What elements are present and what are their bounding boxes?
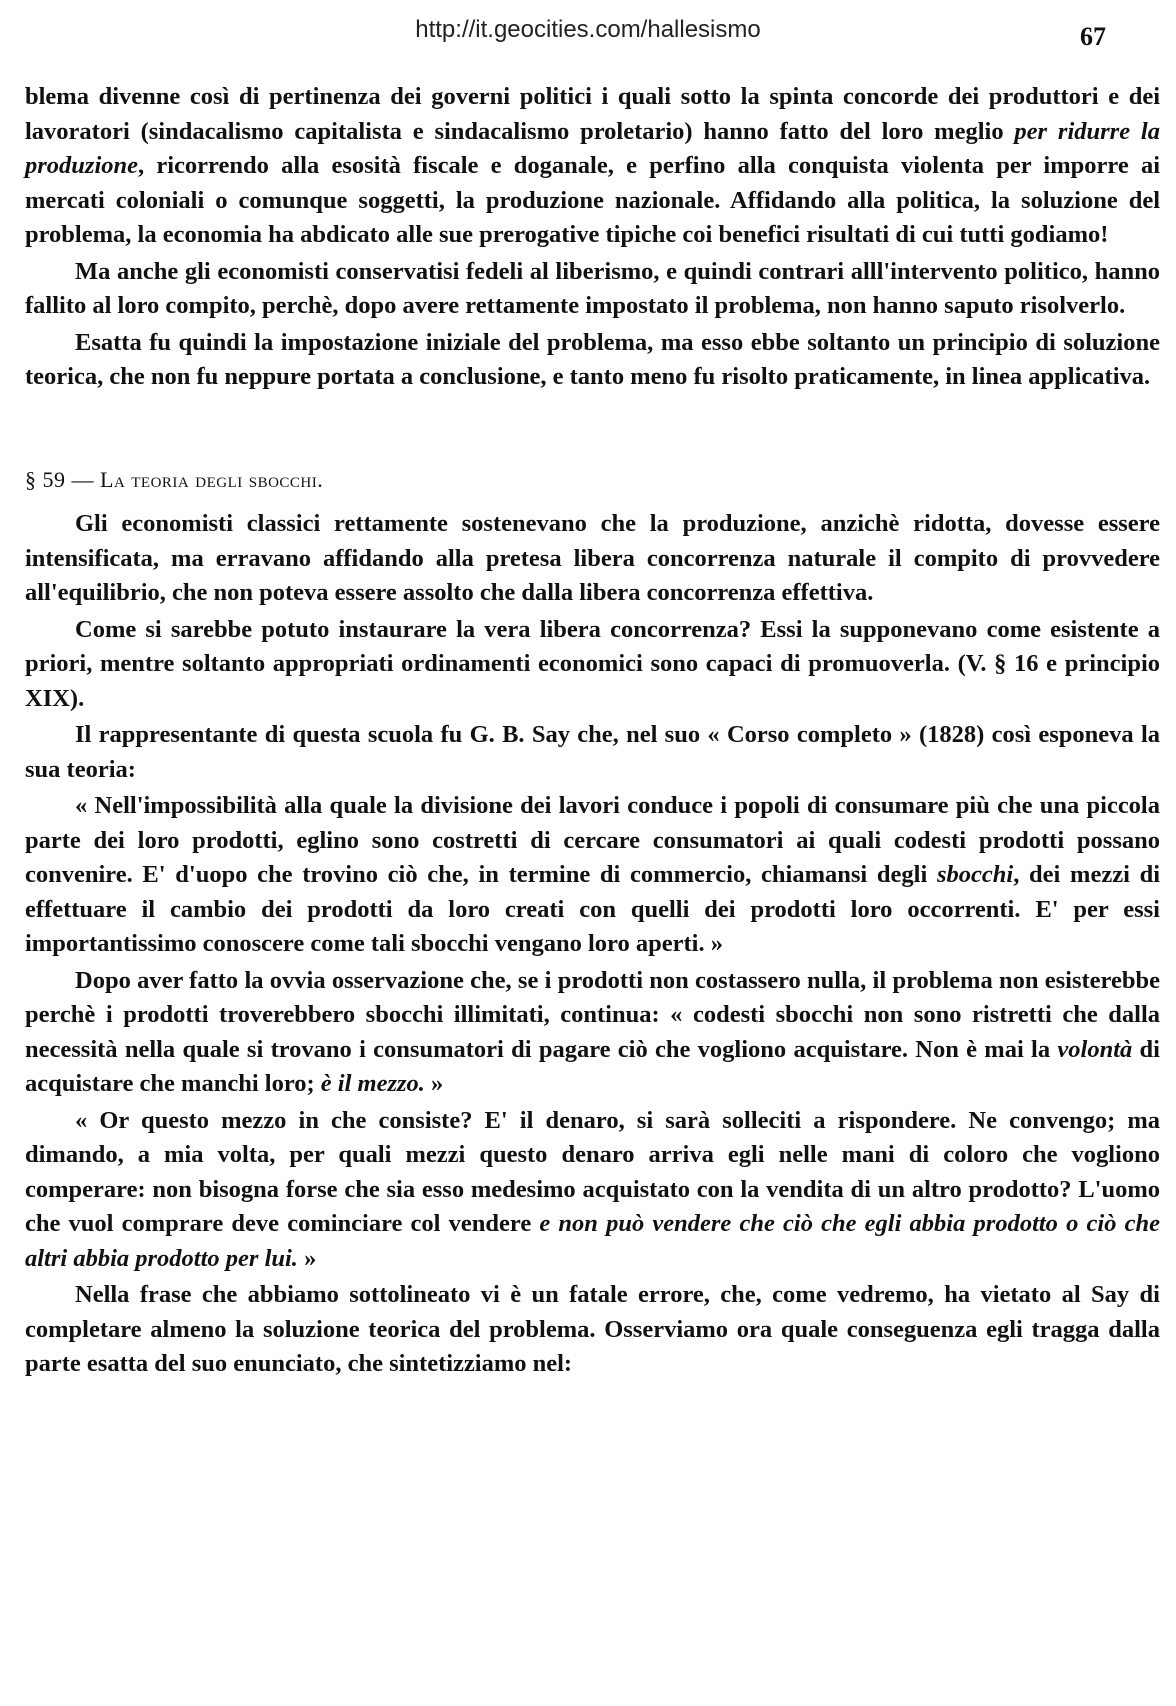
body-text: [25, 80, 1160, 1384]
paragraph-3: Esatta fu quindi la impostazione iniziale del problema, ma esso ebbe soltanto un principio di soluzione teorica, che non fu neppure portata a conclusione, e tanto meno fu risolto praticamente, in linea applicativa.: [25, 328, 1160, 390]
emphasis: sbocchi: [937, 861, 1014, 888]
text-run: « Or questo mezzo in che consiste? E' il denaro, si sarà solleciti a rispondere. Ne convengo; ma dimando, a mia volta, per quali mezzi questo denaro arriva egli nelle mani di coloro che vogliono comperare: non bisogna forse che sia esso medesimo acquistato con la vendita di un altro prodotto? L'uomo che vuol comprare deve cominciare col vendere: [25, 1106, 1160, 1237]
emphasis: volontà: [1057, 1035, 1133, 1063]
paragraph-5: Come si sarebbe potuto instaurare la vera libera concorrenza? Essi la supponevano come esistente a priori, mentre soltanto appropriati ordinamenti economici sono capaci di promuoverla. (V. § 16 e principio XIX).: [25, 615, 1160, 712]
section-heading: [25, 463, 1160, 498]
page-number: 67: [1080, 22, 1106, 51]
text-run: di acquistare che manchi loro;: [25, 1035, 1160, 1097]
text-run: »: [297, 1244, 317, 1272]
text-run: blema divenne così di pertinenza dei governi politici i quali sotto la spinta concorde dei produttori e dei lavoratori (sindacalismo capitalista e sindacalismo proletario) hanno fatto del loro meglio: [25, 83, 1160, 145]
text-run: »: [424, 1070, 444, 1097]
section-title: La teoria degli sbocchi.: [100, 466, 324, 492]
paragraph-2: Ma anche gli economisti conservatisi fedeli al liberismo, e quindi contrari alll'intervento politico, hanno fallito al loro compito, perchè, dopo avere rettamente impostato il problema, non hanno saputo risolverlo.: [25, 257, 1160, 319]
section-number: § 59 —: [25, 466, 94, 492]
text-run: Dopo aver fatto la ovvia osservazione che, se i prodotti non costassero nulla, il problema non esisterebbe perchè i prodotti troverebbero sbocchi illimitati, continua: « codesti sbocchi non sono ristretti che dalla necessità nella quale si trovano i consumatori di pagare ciò che vogliono acquistare. Non è mai la: [25, 966, 1160, 1063]
emphasis: è il mezzo.: [320, 1070, 425, 1097]
text-run: « Nell'impossibilità alla quale la divisione dei lavori conduce i popoli di consumare più che una piccola parte dei loro prodotti, eglino sono costretti di cercare consumatori ai quali codesti prodotti possano convenire. E' d'uopo che trovino ciò che, in termine di commercio, chiamansi degli: [25, 792, 1160, 888]
section-gap: [25, 397, 1160, 463]
paragraph-10: Nella frase che abbiamo sottolineato vi è un fatale errore, che, come vedremo, ha vietato al Say di completare almeno la soluzione teorica del problema. Osserviamo ora quale conseguenza egli tragga dalla parte esatta del suo enunciato, che sintetizziamo nel:: [25, 1281, 1160, 1377]
emphasis: e non può vendere che ciò che egli abbia prodotto o ciò che altri abbia prodotto per lui.: [25, 1210, 1160, 1272]
paragraph-7: [25, 789, 1160, 962]
paragraph-1: [25, 80, 1160, 253]
text-run: , ricorrendo alla esosità fiscale e doganale, e perfino alla conquista violenta per imporre ai mercati coloniali o comunque soggetti, la produzione nazionale. Affidando alla politica, la soluzione del problema, la economia ha abdicato alle sue prerogative tipiche coi benefici risultati di cui tutti godiamo!: [25, 152, 1160, 248]
header-url: http://it.geocities.com/hallesismo: [415, 16, 761, 43]
text-run: , dei mezzi di effettuare il cambio dei prodotti da loro creati con quelli dei prodotti loro occorrenti. E' per essi importantissimo conoscere come tali sbocchi vengano loro aperti. »: [25, 861, 1160, 957]
paragraph-9: [25, 1104, 1160, 1277]
paragraph-6: Il rappresentante di questa scuola fu G. B. Say che, nel suo « Corso completo » (1828) così esponeva la sua teoria:: [25, 721, 1160, 783]
emphasis: per ridurre la produzione: [25, 117, 1160, 179]
paragraph-8: [25, 964, 1160, 1102]
paragraph-4: Gli economisti classici rettamente sostenevano che la produzione, anzichè ridotta, dovesse essere intensificata, ma erravano affidando alla pretesa libera concorrenza naturale il compito di provvedere all'equilibrio, che non poteva essere assolto che dalla libera concorrenza effettiva.: [25, 510, 1160, 606]
